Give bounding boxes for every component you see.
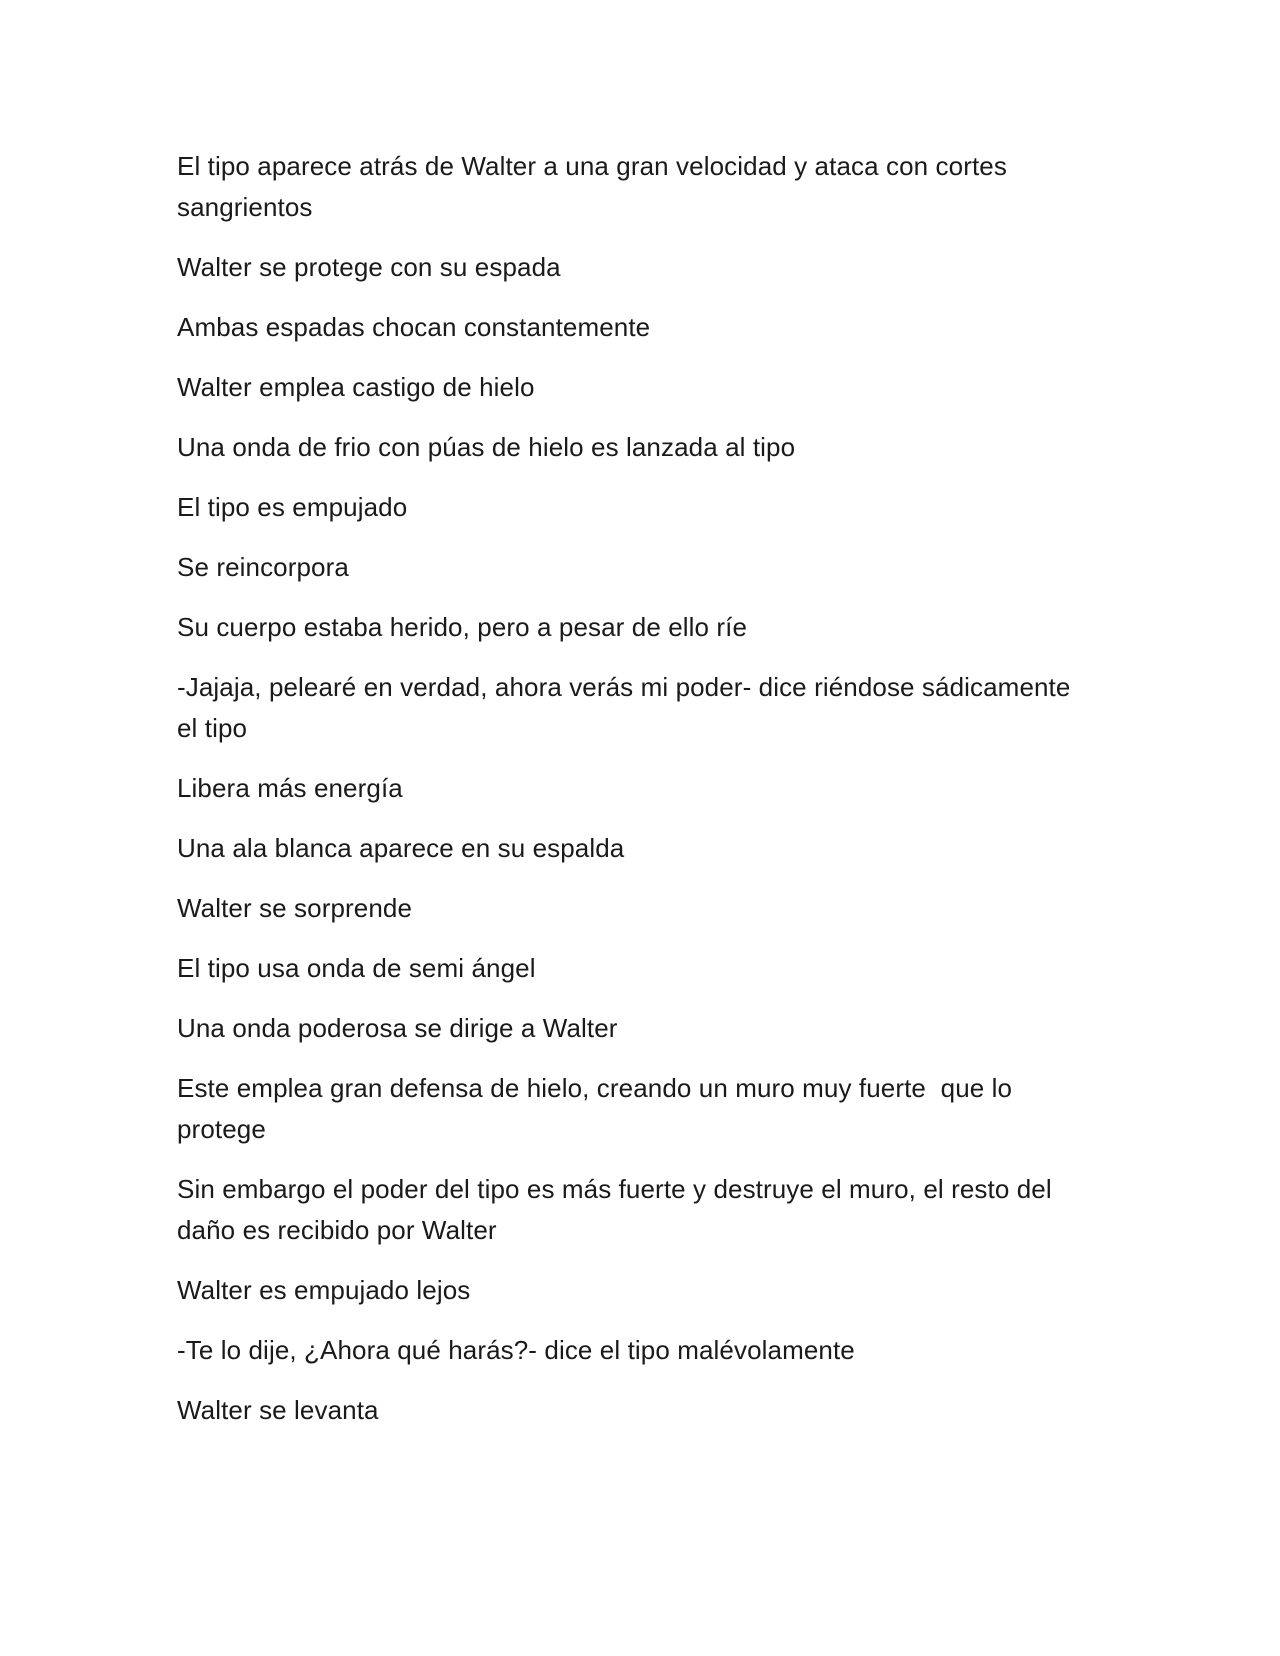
paragraph-8: Su cuerpo estaba herido, pero a pesar de ello ríe — [177, 612, 748, 642]
paragraph-4: Walter emplea castigo de hielo — [177, 372, 535, 402]
paragraph-18: -Te lo dije, ¿Ahora qué harás?- dice el tipo malévolamente — [177, 1335, 855, 1365]
paragraph-11: Una ala blanca aparece en su espalda — [177, 833, 625, 863]
paragraph-14: Una onda poderosa se dirige a Walter — [177, 1013, 618, 1043]
paragraph-13: El tipo usa onda de semi ángel — [177, 953, 536, 983]
paragraph-12: Walter se sorprende — [177, 893, 413, 923]
paragraph-17: Walter es empujado lejos — [177, 1275, 471, 1305]
paragraph-16: Sin embargo el poder del tipo es más fuerte y destruye el muro, el resto del daño es recibido por Walter — [177, 1174, 1060, 1245]
paragraph-7: Se reincorpora — [177, 552, 349, 582]
paragraph-3: Ambas espadas chocan constantemente — [177, 312, 651, 342]
paragraph-15: Este emplea gran defensa de hielo, creando un muro muy fuerte que lo protege — [177, 1073, 1020, 1144]
paragraph-6: El tipo es empujado — [177, 492, 408, 522]
paragraph-5: Una onda de frio con púas de hielo es lanzada al tipo — [177, 432, 796, 462]
paragraph-19: Walter se levanta — [177, 1395, 379, 1425]
document-body — [177, 146, 1097, 1450]
paragraph-1: El tipo aparece atrás de Walter a una gran velocidad y ataca con cortes sangrientos — [177, 151, 1015, 222]
paragraph-9: -Jajaja, pelearé en verdad, ahora verás mi poder- dice riéndose sádicamente el tipo — [177, 672, 1078, 743]
paragraph-2: Walter se protege con su espada — [177, 252, 561, 282]
paragraph-10: Libera más energía — [177, 773, 403, 803]
